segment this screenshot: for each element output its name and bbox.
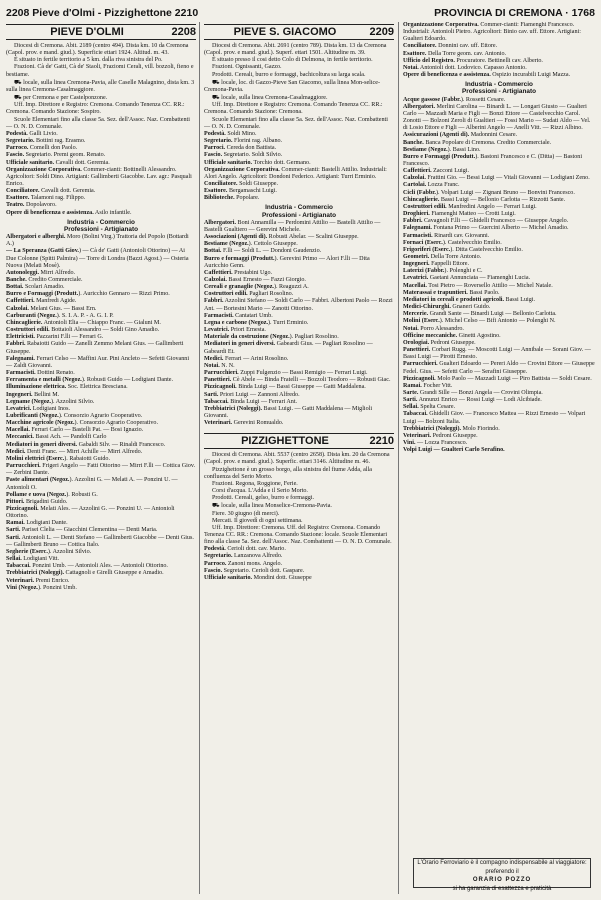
directory-entry: Medici. Ferrari — Arini Rosolino. — [204, 355, 289, 362]
directory-entry: Ferramenta e metalli (Negoz.). Robusti Guido — Lodigiani Dante. — [6, 377, 174, 384]
column-pizzighettone-cont — [403, 22, 595, 894]
intro-text: Pizzighettone è un grosso borgo, alla sinistra del fiume Adda, alla confluenza del Serio Morto. — [204, 466, 372, 480]
directory-entry: Lubrificanti (Negoz.). Consorzio Agrario Cooperativo. — [6, 412, 143, 419]
subhead-text: Industria - Commercio Professioni - Artigianato — [64, 218, 138, 233]
advert-brand-text: ORARIO POZZO — [472, 877, 532, 884]
railway-icon: ⛟ — [212, 502, 220, 510]
directory-entry: Pizzicagnoli. Melati Ales. — Azzolini G. — Ponzini U. — Antonioli Ottorino. — [6, 506, 175, 520]
rail-text — [204, 79, 394, 94]
frazioni-text: Frazioni. Cà de' Gatti, Cà de' Staoli, Fraziomi Cerali, vill. bozzoli, fieno e bestiame. — [6, 64, 194, 78]
directory-entry: Pittori. Brigadini Guido. — [6, 498, 68, 505]
directory-entry: Notai. Antonioli dott. Lodovico. Capasso Antonio. — [403, 64, 527, 71]
directory-entry: Fascio. Segretario. Soldi Silvio. — [204, 152, 283, 159]
directory-entry: Trebbiatrici (Noleggi). Cattagnoli e Girelli Giuseppe e Amadio. — [6, 570, 164, 577]
directory-entry: Legna e carbone (Negoz.). Turri Erminio. — [204, 319, 309, 326]
bus-icon: ⛟ — [14, 94, 22, 102]
directory-entry: Esattore. Bergamaschi Luigi. — [204, 188, 277, 195]
directory-entry: Assicurazioni (Agenti di). Madonnini Cesare. — [403, 132, 518, 139]
subhead-text: Industria - Commercio Professioni - Artigianato — [262, 204, 336, 219]
directory-entry: — La Speranza (Gatti Giov.) — Cà de' Gatti (Antonioli Ottorino) — Ai Due Colonne (Spitti Palmira) — Torre di Londra (Bazzi Agost.) — Osteria Nuova (Melati Mosè). — [6, 248, 189, 269]
rail-info: locale, loc. di Gazzo-Pieve San Giacomo, sulla linea Mon-selice-Cremona-Pavia. — [204, 79, 380, 93]
directory-entry: Mediatori in cereali e prodotti agricoli. Bassi Luigi. — [403, 296, 535, 303]
directory-entry: Sarti. Antonioli L. — Denti Stefano — Gallimberti Giacobbe — Denti Gius. — Gallimberti Bruno — Cottica Italo. — [6, 534, 194, 548]
directory-entry: Bottai. Scolari Amadio. — [6, 284, 65, 291]
directory-entry: Levatrici. Priori Ernesta. — [204, 327, 266, 334]
directory-entry: Cicli (Fabbr.). Volpari Luigi — Zignani Bruno — Bonvini Francesco. — [403, 189, 575, 196]
rail-text — [204, 502, 394, 510]
directory-entry: Albergatori. Boni Annamilla — Perdomini Attilio — Bastelli Attilio — Bastelli Gualtiero — Gerevini Michele. — [204, 219, 381, 233]
directory-entry: Esattore. Talamoni rag. Filippo. — [6, 195, 86, 202]
directory-entry: Falegnami. Fontana Primo — Guercini Alberto — Michel Amadio. — [403, 225, 569, 232]
directory-entry: Macellai. Ferrari Carlo — Bastelli Pat. — Bosi Ignazio. — [6, 427, 144, 434]
directory-entry: Albergatori e alberghi. Moro (Bolini Virg.) Trattoria del Popolo (Bottardi A.) — [6, 234, 189, 248]
directory-entry: Levatrici. Gaetani Annunciata — Fiamenghi Lucia. — [403, 275, 531, 282]
directory-entry: Banche. Banca Popolare di Cremona. Credito Commerciale. — [403, 139, 552, 146]
directory-entry: Caffettieri. Zacconi Luigi. — [403, 168, 469, 175]
section-heading — [6, 24, 196, 40]
directory-entry: Zonotti — Bolzoni Zeroli di Gualtieri — Fossi Mario — Sudati Aldo — Vel. di Losio Ettore e Figli — Alberini Angelo — Anelli Vitt. — Rizzi Albino. — [403, 118, 591, 132]
directory-entry: Bestiame (Negoz.). Bassi Lino. — [403, 146, 481, 153]
directory-entry: Officine meccaniche. Ginetti Agostino. — [403, 332, 501, 339]
directory-entry: Segretario. Lanzanova Alfredo. — [204, 553, 283, 560]
services-text: Uff. Imp. Direttore: Cremona. Uff. del Registro: Cremona. Comando Tenenza CC. RR.: Cremona. Comando Stazione: locale. Scuole Elementari fino alla classe 5a. Sez. dell'Assoc. Naz. Combattenti — O. N. D. Comunale. — [204, 524, 392, 546]
directory-entry: Farmacisti. Rinardi cav. Giovanni. — [403, 232, 490, 239]
directory-entry: Molini (Eserc.). Michel Celso — Bifi Antonio — Polenghi N. — [403, 318, 556, 325]
rail-info: locale, sulla linea Monselice-Cremona-Pavia. — [221, 503, 332, 510]
directory-entry: Farmacisti. Dottini Renato. — [6, 370, 75, 377]
directory-entry: Levatrici. Lodigiani Inos. — [6, 405, 70, 412]
directory-entry: Organizzazione Corporativa. Commer-cianti: Bastelli Attilio. Industriali: Alori Angelo. Agricoltori: Dondoni Federico. Artigiani: Turri Erminio. — [204, 166, 387, 180]
directory-entry: Panettieri. Corbari Rugg. — Moscotti Luigi — Annibale — Sorani Giov. — Bassi Luigi — Pirotti Ernesto. — [403, 347, 591, 361]
directory-entry: Legname (Negoz.). Azzolini Silvio. — [6, 398, 95, 405]
directory-entry: Albergatori. Merlini Carolina — Binardi L. — Longari Giusto — Gualteri Carlo — Mazzadi Maria e Figli — Bonzi Ettore — Castelvecchio Carol. — [403, 103, 587, 117]
directory-entry: Mediatori in generi diversi. Gabeardi Gius. — Pagliari Rosolino — Gabeardi Et. — [204, 341, 373, 355]
directory-entry: Sellai. Lodigiani Vitt. — [6, 556, 60, 563]
business-directory — [403, 97, 595, 455]
directory-entry: Associazioni (Agenti di). Robusti Abelar. — Scalini Giuseppe. — [204, 234, 359, 241]
directory-entry: Ufficiale sanitario. Mondini dott. Giuseppe — [204, 574, 312, 581]
directory-entry: Teatro. Dopolavoro. — [6, 202, 57, 209]
directory-entry: Ufficiale sanitario. Cavalli dott. Geremia. — [6, 159, 110, 166]
directory-entry: Sarti. Parisei Clelia — Giacchini Clementina — Denti Maria. — [6, 527, 158, 534]
directory-entry: Frigoriferi (Eserc.). Ditta Castelvecchio Emilio. — [403, 246, 523, 253]
directory-entry: Notai. Porro Alessandro. — [403, 325, 464, 332]
business-directory — [204, 220, 394, 428]
directory-entry: Pizzicagnoli. Binda Luigi — Bassi Giuseppe — Gatti Maddalena. — [204, 384, 366, 391]
directory-entry: Tabaccai. Binda Luigi — Ferrari Ant. — [204, 398, 298, 405]
directory-entry: Materassai e trapuntieri. Bassi Paolo. — [403, 289, 500, 296]
section-title: PIEVE D'OLMI — [50, 26, 124, 38]
section-code: 2209 — [369, 26, 394, 38]
schools-text: Scuole Elementari fino alla classe 5a. Sez. dell'Assoc. Naz. Combattenti — O. N. D. Comunale. — [6, 116, 190, 130]
directory-entry: Illuminazione elettrica. Soc. Elettrica Bresciana. — [6, 384, 128, 391]
directory-entry: Chincaglierie. Bassi Luigi — Bellonio Carlotta — Rizzotti Sante. — [403, 196, 566, 203]
directory-entry: Notai. N. N. — [204, 362, 235, 369]
rail-info: locale, sulla linea Cremona-Pavia, alle Caselle Malagnino, dista km. 3 sulla linea Cremona-Casalmaggiore. — [6, 79, 195, 93]
directory-entry: Costruttori edili. Pagliari Rosolino. — [204, 291, 294, 298]
directory-entry: Podestà. Cerioli dott. cav. Mario. — [204, 546, 286, 553]
directory-entry: Podestà. Galli Livio. — [6, 130, 58, 137]
directory-entry: Medici. Denti Franc. — Mirri Achille — Mirri Alfredo. — [6, 448, 143, 455]
directory-entry: Ingegneri. Fappelli Ettore. — [403, 261, 470, 268]
column-divider — [199, 22, 200, 894]
directory-entry: Burro e Formaggi (Produtt.). Auricchio Gennaro — Rizzi Primo. — [6, 291, 170, 298]
directory-entry: Sarti. Priori Luigi — Zannoni Alfredo. — [204, 391, 300, 398]
directory-entry: Fabbri. Rabaiotti Guido — Zanelli Zemmo Melani Gius. — Gallimberti Giuseppe. — [6, 341, 184, 355]
directory-entry: Medici-Chirurghi. Gnaneri Guido. — [403, 304, 491, 311]
directory-entry: Podestà. Soldi Mino. — [204, 130, 257, 137]
directory-entry: Organizzazione Corporativa. Commer-cianti: Bottinelli Alessandro. Agricoltori: Soldi Dino. Artigiani: Gallimberti Giacobbe. Lav. agr.: Pasquali Enrico. — [6, 166, 192, 187]
intro-text: È situato in fertile territorio a 5 km. dalla riva sinistra del Po. — [14, 57, 163, 64]
directory-entry: Trebbiatrici (Noleggi). Molo Fiorindo. — [403, 425, 500, 432]
directory-entry: Costruttori edili. Manfredini Angelo — Ferrari Luigi. — [403, 203, 537, 210]
section-subhead — [403, 81, 595, 95]
railway-icon: ⛟ — [14, 78, 22, 86]
directory-entry: Mercerie. Grandi Sante — Binardi Luigi — Bellonio Carlotta. — [403, 311, 557, 318]
section-title: PIEVE S. GIACOMO — [233, 26, 337, 38]
section-heading — [204, 433, 394, 449]
directory-entry: Volpi Luigi — Gualteri Carlo Serafino. — [403, 447, 505, 454]
frazioni-text: Frazioni. Ognissanti, Gazzo. — [212, 64, 282, 71]
directory-entry: Esattore. Della Torre geom. cav. Antonio. — [403, 50, 507, 57]
intro-text: Diocesi di Cremona. Abit. 2691 (centro 789). Dista km. 13 da Cremona (Capol. prov. e mand. giud.). Superf. ettari 1501. Altitudine m. 39. — [204, 43, 387, 57]
directory-entry: Veterinari. Pedroni Giuseppe. — [403, 432, 478, 439]
page-header-right: PROVINCIA DI CREMONA · 1768 — [434, 7, 595, 19]
directory-entry: Parrucchieri. Gualteri Edoardo — Pereri Aldo — Crovini Ettore — Giuseppe Fedel. Gius. — Sefetti Carlo — Serafini Giuseppe. — [403, 361, 595, 375]
directory-entry: Chincaglierie. Antonioli Elia — Chiappo Franc. — Gialuni M. — [6, 319, 161, 326]
section-subhead — [204, 204, 394, 218]
directory-entry: Veterinari. Gerevini Romualdo. — [204, 420, 284, 427]
bus-info: locale, sulla linea Cremona-Casalmaggiore. — [221, 95, 328, 102]
section-code: 2210 — [369, 435, 394, 448]
directory-entry: Calzolai. Melani Gius. — Bassi Ern. — [6, 305, 97, 312]
directory-entry: Tabaccai. Ghidelli Giov. — Francesco Mattea — Rizzi Ernesto — Volpari Luigi — Bolzoni Italia. — [403, 411, 586, 425]
directory-entry: Orologiai. Pedroni Giuseppe. — [403, 339, 476, 346]
intro-text: Diocesi di Cremona. Abit. 5537 (centro 2658). Dista km. 20 da Cremona (Capol. prov. e mand. giud.). Superfic. ettari 3146. Altitudine m. 46. — [204, 452, 390, 466]
directory-entry: Panettieri. Cè Abele — Binda Fratelli — Bozzoli Teodoro — Robusti Giac. — [204, 377, 391, 384]
services-text: Uff. Imp. Direttore e Registro: Cremona. Comando Tenenza CC. RR.: Cremona. Comando Stazione: Sospiro. — [6, 102, 185, 116]
directory-entry: Conciliatore. Cavalli dott. Geremia. — [6, 188, 96, 195]
directory-entry: Fascio. Segretario. Premi geom. Renato. — [6, 152, 106, 159]
mercati-text: Mercati. Il giovedì di ogni settimana. — [212, 517, 303, 524]
directory-entry: Bestiame (Negoz.). Cettolo Giuseppe. — [204, 241, 298, 248]
directory-entry: Segretario. Florini rag. Albano. — [204, 138, 283, 145]
corsi-text: Corsi d'acqua. L'Adda e il Serio Morto. — [212, 488, 308, 495]
directory-entry: Sellai. Spelta Cesare. — [403, 404, 456, 411]
directory-entry: Segretario. Bottini rag. Erasmo. — [6, 138, 86, 145]
directory-entry: Caffettieri. Prestabini Ugo. — [204, 269, 273, 276]
directory-entry: Carburanti (Negoz.). S. I. A. P. - A. G. I. P. — [6, 312, 114, 319]
bus-icon: ⛟ — [212, 94, 220, 102]
directory-entry: Macchine agricole (Negoz.). Consorzio Agrario Cooperativo. — [6, 420, 158, 427]
section-heading — [204, 24, 394, 40]
directory-entry: Molini elettrici (Eserc.). Rabaiotti Guido. — [6, 455, 110, 462]
directory-entry: Parrucchieri. Zuppi Fulgenzio — Bassi Remigio — Ferrari Luigi. — [204, 370, 368, 377]
directory-entry: Acque gassose (Fabbr.). Rossetti Cesare. — [403, 96, 506, 103]
advert-line: L'Orario Ferroviario è il compagno indispensabile al viaggiatore: preferendo il — [417, 860, 587, 875]
directory-entry: Calzolai. Frattini Gio. — Bessi Luigi — Vitali Giovanni — Lodigiani Zeno. — [403, 175, 590, 182]
directory-entry: Cereali e granaglie (Negoz.). Reaguzzi A. — [204, 284, 309, 291]
fiere-text: Fiere. 30 giugno (di merci). — [212, 510, 280, 517]
directory-entry: Cartolai. Lozza Franc. — [403, 182, 460, 189]
directory-entry: Caffettieri. Manfredi Agide. — [6, 298, 77, 305]
directory-entry: Parrucchieri. Frigeri Angelo — Fatti Ottorino — Mirri F.lli — Cottica Giov. — Zerbini Dante. — [6, 463, 196, 477]
officials-list — [204, 131, 394, 203]
column-divider — [398, 22, 399, 894]
orario-pozzo-advert — [413, 858, 591, 892]
directory-entry: Fabbri. Cavagnoli F.lli — Ghidelli Francesco — Giuseppe Angelo. — [403, 218, 569, 225]
directory-entry: Ufficiale sanitario. Torchio dott. Germano. — [204, 159, 311, 166]
advert-line: si ha garanzia di esattezza e praticità — [452, 885, 552, 892]
directory-entry: Calzolai. Bassi Ernesto — Fazzi Giorgio. — [204, 277, 306, 283]
directory-entry: Geometri. Della Torre Antonio. — [403, 254, 482, 260]
directory-entry: Segherie (Eserc.). Azzolini Silvio. — [6, 548, 92, 555]
directory-entry: Farmacisti. Cantatari Umb. — [204, 312, 273, 319]
officials-list — [403, 22, 595, 79]
prodotti-text: Prodotti. Cereali, gelso, burro e formaggi. — [212, 495, 315, 502]
advert-brand — [414, 876, 590, 885]
directory-entry: Opere di beneficenza e assistenza. Asilo infantile. — [6, 209, 132, 216]
directory-entry: Paste alimentari (Negoz.). Azzolini G. — Melati A. — Ponzini U. — Antonioli O. — [6, 477, 178, 491]
directory-entry: Veterinari. Premi Enrico. — [6, 577, 70, 584]
running-head — [6, 6, 595, 20]
directory-entry: Ramai. Lodigiani Dante. — [6, 520, 68, 527]
directory-entry: Ingegneri. Bellini M. — [6, 391, 60, 398]
directory-entry: Meccanici. Bassi Ach. — Pandolfi Carlo — [6, 434, 107, 441]
directory-entry: Fascio. Segretario. Cerioli dott. Gaspare. — [204, 567, 305, 574]
frazioni-text: Frazioni. Regona, Roggione, Ferie. — [212, 480, 298, 487]
directory-entry: Pizzicagnoli. Molo Paolo — Mazzadi Luigi — Piro Battista — Soldi Cesare. — [403, 375, 592, 382]
directory-entry: Elettricisti. Pazzarini F.lli — Ferrari G. — [6, 334, 104, 341]
section-title: PIZZIGHETTONE — [241, 435, 329, 448]
bus-info: per Cremona e per Castelponzone. — [23, 95, 108, 102]
directory-entry: Conciliatore. Donnini cav. uff. Ettore. — [403, 43, 498, 50]
directory-entry: Pollame e uova (Negoz.). Robusti G. — [6, 491, 98, 498]
subhead-text: Industria - Commercio Professioni - Artigianato — [462, 81, 536, 96]
directory-entry: Sarte. Grandi Sille — Bonzi Angela — Crovini Olimpia. — [403, 389, 543, 396]
directory-entry: Droghieri. Fiamenghi Matteo — Crotti Luigi. — [403, 211, 516, 218]
directory-entry: Autonoleggi. Mirri Alfredo. — [6, 269, 76, 276]
directory-entry: Parroco. Zanoni mons. Angelo. — [204, 560, 283, 567]
business-directory — [6, 234, 196, 592]
officials-list — [6, 131, 196, 217]
officials-list — [204, 546, 394, 582]
directory-entry: Burro e Formaggi (Produtt.). Bastoni Francesco e C. (Ditta) — Bastoni Francesco. — [403, 153, 583, 167]
directory-entry: Laterizi (Fabbr.). Polenghi e C. — [403, 268, 483, 275]
directory-entry: Vini (Negoz.). Ponzini Umb. — [6, 584, 77, 591]
railway-icon: ⛟ — [212, 78, 220, 86]
directory-entry: Vini. — Lozza Francesco. — [403, 440, 468, 447]
directory-entry: Conciliatore. Soldi Giuseppe. — [204, 180, 279, 187]
directory-entry: Parroco. Comelli don Paolo. — [6, 145, 78, 152]
prodotti-text: Prodotti. Cereali, burro e formaggi, bachicoltura su larga scala. — [212, 71, 366, 78]
directory-entry: Bottai. F.lli — Soldi L. — Dondoni Gaudenzio. — [204, 248, 322, 255]
directory-entry: Ufficio del Registro. Procuratore. Bettinelli cav. Alberto. — [403, 57, 543, 64]
directory-entry: Falegnami. Ferrari Celso — Maffini Aur. Pini Ancleto — Sefetti Giovanni — Zaldi Giovanni. — [6, 355, 190, 369]
section-subhead — [6, 219, 196, 233]
column-pieve-dolmi — [6, 22, 196, 894]
section-code: 2208 — [171, 26, 196, 38]
services-text: Uff. Imp. Direttore e Registro: Cremona. Comando Tenenza CC. RR.: Cremona. Comando Stazione: Cremona. — [204, 102, 383, 116]
directory-entry: Parroci. Cereda don Battista. — [204, 145, 277, 152]
directory-entry: Ramai. Focher Vitt. — [403, 382, 453, 389]
directory-entry: Opere di beneficenza e assistenza. Ospizio incurabili Luigi Mazza. — [403, 72, 571, 79]
column-pieve-s-giacomo — [204, 22, 394, 894]
directory-entry: Fornaci (Eserc.). Castelvecchio Emilio. — [403, 239, 502, 246]
directory-entry: Materiale da costruzione (Negoz.). Pagliari Rosolino. — [204, 334, 339, 341]
directory-entry: Tabaccai. Ponzini Umb. — Antonioli Ales. — Antonioli Ottorino. — [6, 563, 168, 570]
directory-entry: Trebbiatrici (Noleggi). Bassi Luigi. — Gatti Maddalena — Miglioli Giovanni. — [204, 405, 373, 419]
directory-entry: Costruttori edili. Bottaioli Alessandro — Soldi Gino Amadio. — [6, 327, 160, 334]
schools-text: Scuole Elementari fino alla classe 5a. Sez. dell'Assoc. Naz. Combattenti — O. N. D. Comunale. — [204, 116, 388, 130]
intro-text: Diocesi di Cremona. Abit. 2189 (centro 494). Dista km. 10 da Cremona (Capol. prov. e mand. giud.). Superficie ettari 1924. Altitud. m. 43. — [6, 43, 189, 57]
page-header-left: 2208 Pieve d'Olmi - Pizzighettone 2210 — [6, 7, 199, 19]
rail-text — [6, 79, 196, 94]
directory-entry: Macellai. Tosi Pietro — Roversello Attilio — Michel Natale. — [403, 282, 553, 289]
directory-entry: Mediatori in generi diversi. Gabaldi Silv. — Rinaldi Francesco. — [6, 441, 166, 448]
directory-entry: Burro e formaggi (Produtt.). Gerevini Primo — Alori F.lli — Dita Auricchio Genn. — [204, 255, 370, 269]
directory-entry: Organizzazione Corporativa. Commer-cianti: Fiamenghi Francesco. Industriali: Antonioli Pietro. Agricoltori: Binio cav. uff. Ettore. Artigiani: Gualteri Edoardo. — [403, 22, 581, 43]
directory-entry: Fabbri. Azzolini Stefano — Soldi Carlo — Fabbri. Albertoni Paolo — Rozzi Ant. — Bortesini Mario — Zanotti Ottorino. — [204, 298, 393, 312]
directory-entry: Sarti. Annunzi Enrico — Rossi Luigi — Lodi Alcibiade. — [403, 397, 542, 404]
intro-text: È situato presso il cosi detto Colo di Delmona, in fertile territorio. — [212, 57, 373, 64]
directory-entry: Banche. Credito Commerciale. — [6, 277, 83, 283]
directory-entry: Biblioteche. Popolare. — [204, 195, 260, 202]
